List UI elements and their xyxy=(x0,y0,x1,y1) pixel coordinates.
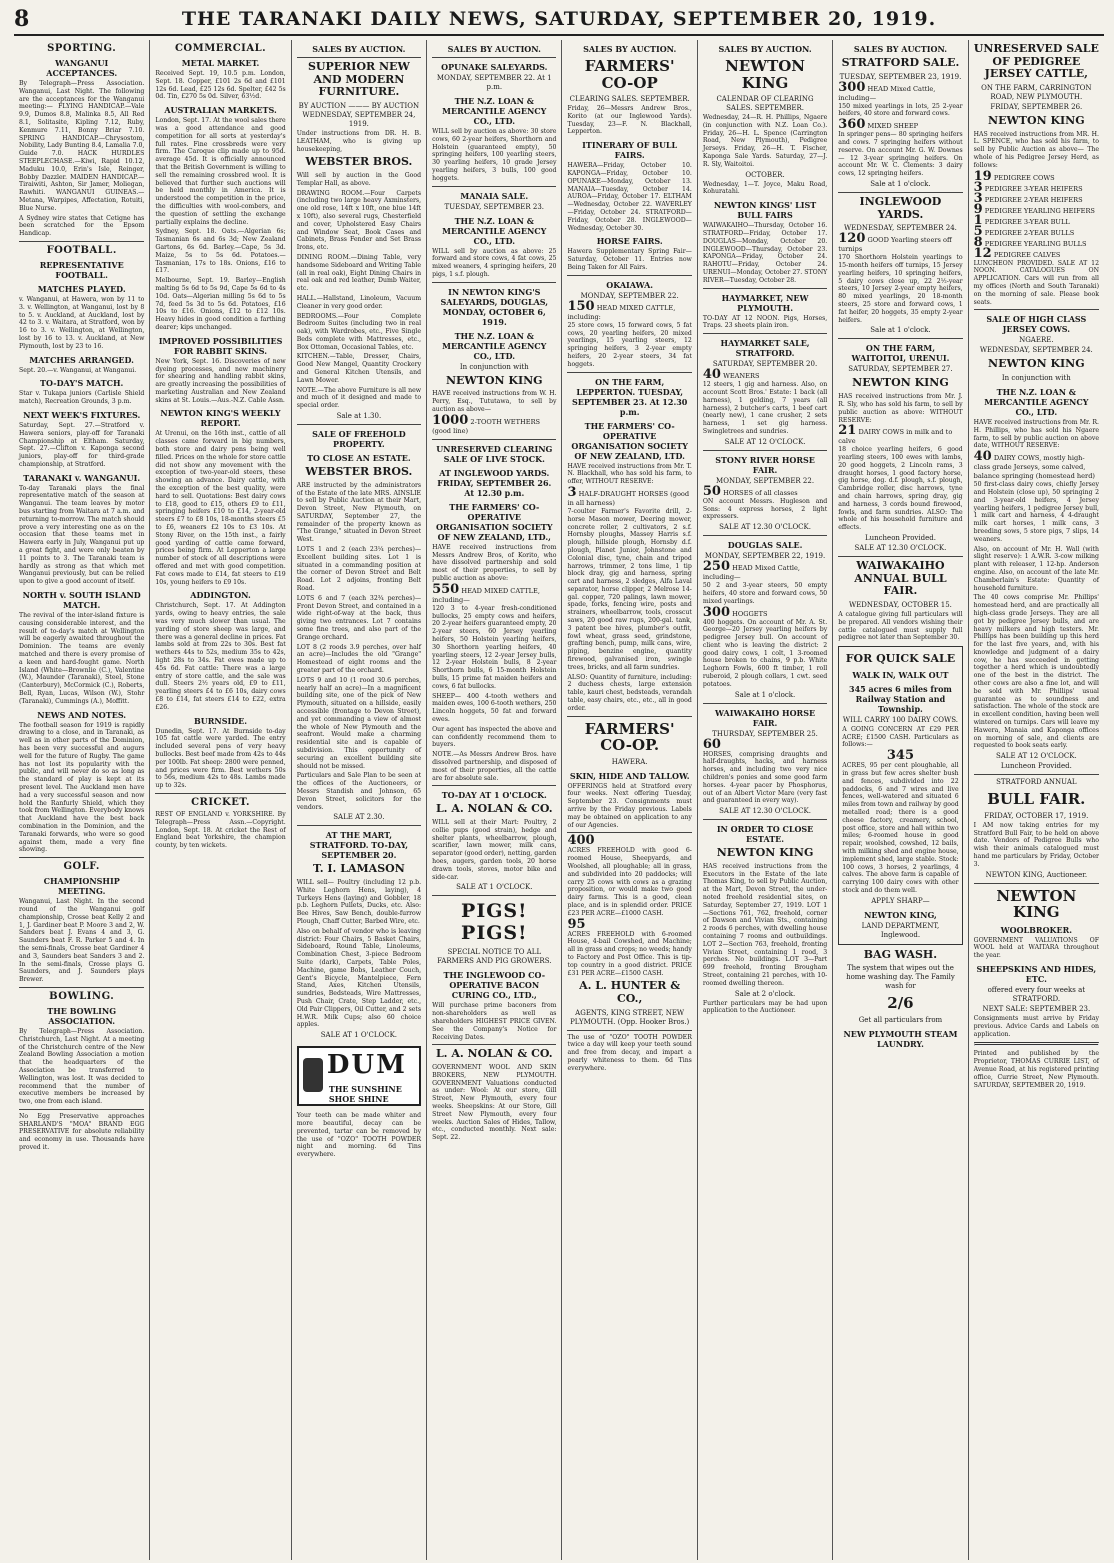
column-auction-6 xyxy=(969,40,1104,1560)
auctioneer-name: NEWTON KING xyxy=(445,373,543,387)
ad-title: AT INGLEWOOD YARDS. FRIDAY, SEPTEMBER 26. At 12.30 p.m. xyxy=(437,467,552,498)
ad-subtitle: HAWERA. xyxy=(611,757,648,766)
ad-text: WILL sell by auction as above: 25 forward and store cows, 4 fat cows, 25 mixed weaners, 4 springing heifers, 20 pigs, 1 s.f. plough. xyxy=(432,247,557,278)
ad-date: FRIDAY, SEPTEMBER 26. xyxy=(990,102,1083,111)
ad-title: STONY RIVER HORSE FAIR. xyxy=(715,454,815,475)
ad-banner: BULL FAIR. xyxy=(987,790,1086,809)
article-text: Dunedin, Sept. 17. At Burnside to-day 105 fat cattle were yarded. The entry included several pens of very heavy bullocks. Best beef made from 42s to 44s per 100lb. Fat sheep: 2800 were penned, and prices were firm. Best wethers 50s to 56s, medium 42s to 48s. Lambs made up to 32s. xyxy=(155,727,286,790)
ad-text: 12 steers, 1 gig and harness. Also, on account Scott Bros.' Estate: 1 back (all harness), 1 gelding, 7 years (all harness), 2 butcher's carts, 1 beef cart (nearly new), 1 cane crusher, 2 sets harness, 1 set gig harness. Swingletrees and sundries. xyxy=(702,381,828,435)
column-auction-1 xyxy=(292,40,427,1560)
ad-banner: FARMERS' CO-OP xyxy=(584,57,675,92)
column-auction-4 xyxy=(698,40,833,1560)
ad-subtitle: CALENDAR OF CLEARING SALES. SEPTEMBER. xyxy=(716,95,814,112)
section-heading: BOWLING. xyxy=(49,990,115,1002)
ad-text: Hawera Supplementary Spring Fair—Saturday, October 11. Entries now Being Taken for All Fairs. xyxy=(567,248,692,271)
ad-text: ARE instructed by the administrators of the Estate of the late MRS. AINSLIE to sell by Public Auction at their Mart, Devon Street, New Plymouth, on SATURDAY, September 27, the remainder of the property known as "The Grange," situated in Devon Street West. xyxy=(296,481,422,544)
ad-text: DRAWING ROOM.—Four Carpets (including two large heavy Axminsters, one old rose, 14ft x 10ft, one blue 14ft x 10ft), also several rugs, Chesterfield and cover, Upholstered Easy Chairs and Window Seat, Book Cases and Cabinets, Brass Fender and Set Brass Irons, etc. xyxy=(296,189,422,252)
ad-title: TO CLOSE AN ESTATE. xyxy=(307,453,411,464)
auctioneer-name: THE N.Z. LOAN & MERCANTILE AGENCY CO., LTD. xyxy=(984,386,1089,417)
ad-text: Wednesday, 24—R. H. Phillips, Ngaere (in conjunction with N.Z. Loan Co.). Friday, 26—H. L. Spence (Carrington Road, New Plymouth), Pedigree Jerseys. Friday, 26—H. T. Fischer, Kaponga Sale Yards. Saturday, 27—J. R. Sly, Waitoitoi. xyxy=(702,114,828,168)
ad-title: MANAIA SALE. xyxy=(460,190,529,201)
ad-date: MONDAY, SEPTEMBER 22. At 1 p.m. xyxy=(436,74,552,91)
ad-text: Will purchase prime baconers from non-shareholders as well as shareholders HIGHEST PRICE GIVEN. See the Company's Notice for Receiving Dates. xyxy=(432,1002,557,1041)
ad-date: SATURDAY, SEPTEMBER 20. xyxy=(712,360,818,369)
article-text: Sydney, Sept. 18. Oats.—Algerian 6s; Tasmanian 6s and 6s 3d; New Zealand Gartons, 6s 6d. Barley.—Cape, 5s 3d. Maize, 5s to 5s 6d. Potatoes.—Tasmanian, 17s to 18s. Onions, £16 to £17. xyxy=(155,228,286,275)
ad-title: BAG WASH. xyxy=(863,947,938,961)
lot-line: 21 DAIRY COWS in milk and to calve xyxy=(838,423,953,446)
lot-line: 300 HOGGETS xyxy=(702,604,768,620)
lot-line: 1 PEDIGREE 3-YEAR BULL xyxy=(973,212,1070,228)
quick-sale-ad xyxy=(838,646,962,945)
ad-text: LAND DEPARTMENT, Inglewood. xyxy=(861,921,940,939)
auctioneer-name: THE FARMERS' CO-OPERATIVE ORGANISATION SOCIETY OF NEW ZEALAND, LTD., xyxy=(435,501,553,542)
ad-date: TUESDAY, SEPTEMBER 23. xyxy=(444,202,545,211)
advertisement-text: The use of "OZO" TOOTH POWDER twice a day will keep your teeth sound and free from decay, and impart a pearly whiteness to them. 6d Tins everywhere. xyxy=(567,1033,692,1072)
section-heading: FOOTBALL. xyxy=(46,244,117,256)
article-text: Wanganui, Last Night. In the second round of the Wanganui golf championship, Crosse beat Kelly 2 and 1, J. Gardiner beat P. Moore 3 and 2, W. Sanders beat J. Evans 4 and 3, G. Saunders beat F. R. Parker 5 and 4. In the semi-finals, Crosse beat Gardiner 4 and 3, Saunders beat Sanders 3 and 2. In the semi-finals, Crosse plays G. Saunders, and J. Saunders plays Brewer. xyxy=(19,898,145,984)
lot-line: 50 HORSES of all classes xyxy=(702,483,798,499)
sale-time: Sale at 1.30. xyxy=(336,412,382,421)
page-number: 8 xyxy=(14,6,30,32)
ad-text: 25 store cows, 15 forward cows, 5 fat cows, 20 yearling heifers, 20 mixed yearlings, 15 yearling steers, 12 springing heifers, 3 2-year empty heifers, 20 2-year steers, 34 fat hoggets. xyxy=(567,321,692,368)
ad-text: KITCHEN.—Table, Dresser, Chairs, Good New Mangel, Quantity Crockery and General Kitchen Utensils, and Lawn Mower. xyxy=(296,353,422,384)
ad-text: 7-coulter Farmer's Favorite drill, 2-horse Mason mower, Deering mower, concrete roller, 2 cultivators, 2 s.f. Hornsby ploughs, Massey Harris s.f. plough, hillside plough, Hornsby d.f. plough, Planet Junior, Johnstone and Colonial disc, tyne, chain and tripod harrows, trimmer, 2 tons lime, 1 tip block dray, gig and harness, spring cart and harness, 2 sledges, Alfa Laval separator, horse clipper, 2 Melrose 14-gal. copper, 720 palings, lawn mower, spade, forks, fencing wire, posts and strainers, wheelbarrow, tools, crosscut saws, 20 good raw rugs, 200-gal. tank, 3 patent bee hives, plumber's outfit, fowl wheat, grass seed, grindstone, grafting bench, pump, milk cans, wire, piping, benzine engine, quantity firewood, galvanised iron, swingle trees, bricks, and all farm sundries. xyxy=(567,507,692,671)
ad-title: SKIN, HIDE AND TALLOW. xyxy=(569,770,690,781)
article-text: To-day Taranaki plays the final representative match of the season at Wanganui. The team leaves by motor bus starting from Waitara at 7 a.m. and returning to-morrow. The match should prove a very interesting one as on the occasion that these teams met in Hawera early in July, Wanganui put up a great fight, and were only beaten by 11 points to 3. The Taranaki team is hardly as strong as that which met Wanganui previously, but can be relied upon to give a good account of itself. xyxy=(19,484,145,586)
ad-date: MONDAY, SEPTEMBER 22, 1919. xyxy=(704,552,826,561)
ad-text: HAS received instructions from the Executors in the Estate of the late Thomas King, to sell by Public Auction, at the Mart, Devon Street, the under-noted freehold residential sites, on Saturday, September 27, 1919. LOT 1—Sections 761, 762, freehold, corner of Dawson and Vivian Sts., containing 2 roods 6 perches, with dwelling house containing 7 rooms and outbuildings. LOT 2—Section 763, freehold, fronting Vivian Street, containing 1 rood, 3 perches. No buildings. LOT 3—Part 699 freehold, fronting Brougham Street, containing 21 perches, with 10-roomed dwelling thereon. xyxy=(702,862,828,987)
ad-text: LOTS 9 and 10 (1 rood 30.6 perches, nearly half an acre)—In a magnificent building site, one of the pick of New Plymouth, situated on a hillside, easily accessible (frontage to Devon Street), and yet commanding a view of almost the whole of New Plymouth and the seafront. Would make a charming residential site and is capable of subdivision. This opportunity of securing an excellent building site should not be missed. xyxy=(296,676,422,770)
subheading: METAL MARKET. xyxy=(181,58,260,68)
ad-text: ACRES FREEHOLD with good 6-roomed House, Sheepyards, and Woolshed, all ploughable; all in grass, and subdivided into 20 paddocks; will carry 25 cows with cows as a grazing proposition, or would make two good dairy farms. This is a good, clean place, and is in splendid order. PRICE £23 PER ACRE—£1000 CASH. xyxy=(567,847,692,917)
ad-text: ON account Messrs. Hugleson and Sons: 4 express horses, 2 light expressers. xyxy=(702,497,828,521)
ad-text: HAWERA—Friday, October 10. KAPONGA—Friday, October 10. OPUNAKE—Monday, October 13. MANAIA—Tuesday, October 14. AUROA—Friday, October 17. ELTHAM—Wednesday, October 22. WAVERLEY—Friday, October 24. STRATFORD—Friday, October 28. INGLEWOOD—Wednesday, October 30. xyxy=(567,162,692,232)
ad-title: WAIWAKAIHO HORSE FAIR. xyxy=(715,707,816,728)
subheading: MATCHES PLAYED. xyxy=(37,283,126,294)
ad-text: TO-DAY AT 12 NOON. Pigs, Horses, Traps. 23 sheets plain iron. xyxy=(702,314,828,330)
ad-text: 18 choice yearling heifers, 6 good yearling steers, 100 ewes with lambs, 20 good hoggets, 2 Lincoln rams, 3 draught horses, 1 good factory horse, gig horse, dog. d.f. plough, s.f. plough, Cambridge roller, disc harrows, tyne and chain harrows, spring dray, gig and harness, 3 cords bound firewood, fowls, and farm sundries. ALSO: The whole of his household furniture and effects. xyxy=(838,446,963,532)
ad-text: APPLY SHARP— xyxy=(871,896,930,905)
article-text: The revival of the inter-island fixture is causing considerable interest, and the result of to-day's match at Wellington will be eagerly awaited throughout the Dominion. The teams are evenly matched and there is every promise of a keen and hard-fought game. North Island (White—Brownlie (C.), Valentine (W.), Maunder (Taranaki), Steel, Stone (Canterbury), McCormick (C.), Roberts, Bell, Ryan, Lucas, Wilson (W.), Stohr (Taranaki), Cummings (A.), Moffitt. xyxy=(19,612,145,705)
section-heading: GOLF. xyxy=(63,861,100,873)
lot-line: 250 HEAD Mixed Cattle, including— xyxy=(702,559,800,582)
article-text: Saturday, Sept. 27.—Stratford v. Hawera seniors, play-off for Taranaki Championship at Eltham. Saturday, Sept. 27.—Clifton v. Kaponga second juniors, play-off for third-grade championship, at Stratford. xyxy=(19,421,145,468)
lot-line: 3 PEDIGREE 3-YEAR HEIFERS xyxy=(973,179,1083,195)
sale-time: Sale at 1 o'clock. xyxy=(870,326,931,335)
ad-text: Get all particulars from xyxy=(858,1015,943,1024)
ad-text: WAIWAKAIHO—Thursday, October 16. STRATFORD—Friday, October 17. DOUGLAS—Monday, October 20. INGLEWOOD—Thursday, October 23. KAPONGA—Friday, October 24. RAHOTU—Friday, October 24. URENUI—Monday, October 27. STONY RIVER—Tuesday, October 28. xyxy=(702,222,828,284)
lot-line: 19 PEDIGREE COWS xyxy=(973,168,1055,184)
lot-line: 95 xyxy=(567,916,586,932)
advertisement-text: Your teeth can be made whiter and more beautiful, decay can be prevented, tartar can be removed by the use of "OZO" TOOTH POWDER night and morning. 6d Tins everywhere. xyxy=(296,1112,422,1159)
subheading: TO-DAY'S MATCH. xyxy=(40,378,124,389)
ad-title: HORSE FAIRS. xyxy=(596,236,663,247)
lot-line: 150 HEAD MIXED CATTLE, including: xyxy=(567,298,676,321)
ad-text: In conjunction with xyxy=(1001,373,1071,382)
article-text: The football season for 1919 is rapidly drawing to a close, and in Taranaki, as well as in other parts of the Dominion, has been very successful and augurs well for the future of Rugby. The game has not lost its popularity with the public, and will never do so as long as the standard of play is kept at its present level. The Auckland men have had a very successful season and now hold the Ranfurly Shield, which they took from Wellington. Everybody knows that Auckland have the best back combination in the Dominion, and the Taranaki forwards, who were so good against them, made a very fine showing. xyxy=(19,721,145,854)
ad-text: 50 first-class dairy cows, chiefly Jersey and Holstein (close up), 50 springing 2 and 3-year-old heifers, 4 Jersey yearling heifers, 1 pedigree Jersey bull, 1 milk cart and harness, 4 4-draught milk cart horses, 1 milk cans, 3 breeding sows, 5 store pigs, 7 slips, 14 weaners. xyxy=(973,481,1100,543)
ad-text: 400 hoggets. On account of Mr. A. St. George—20 Jersey yearling heifers by pedigree Jersey bull. On account of client who is leaving the district: 2 good dairy cows, 1 colt, 1 3-roomed house broken to chains, 9 p.b. White Leghorn Fowls, 600 ft timber, 1 roll ruberoid, 2 plough collars, 1 cwt. seed potatoes. xyxy=(702,618,828,688)
subheading: BURNSIDE. xyxy=(194,715,248,726)
auctioneer-name: NEWTON KING, xyxy=(864,909,937,920)
column-auction-5 xyxy=(833,40,968,1560)
masthead-title: THE TARANAKI DAILY NEWS, SATURDAY, SEPTEMBER 20, 1919. xyxy=(181,8,937,30)
ad-title: HAYMARKET SALE, STRATFORD. xyxy=(720,338,810,359)
auctioneer-name: NEWTON KING xyxy=(988,113,1085,127)
article-text: By Telegraph—Press Association. Wanganui, Last Night. The following are the acceptances for the Wanganui meeting:— FLYING HANDICAP.—Vale 9.9, Dumos 8.8, Malinka 8.5, All Red 8.1, Solitasite, Kipling 7.12, Ruby, Kenmure 7.11, Bonny Briar 7.10. SPRING HANDICAP.—Chrysostom, Nobility, Lady Bunting 8.4, Lamalia 7.0, Guide 7.0. HACK HURDLES STEEPLECHASE.—Kiwi, Rapid 10.12, Maduku 10.0, Erin's Isle, Reinger, Bobby Dazzler. MAIDEN HANDICAP.—Tiraiwiti, Ashton, Sir Jamer, Moliegan, Rawhiti. WANGANUI GUINEAS.—Metana, Warpipes, Affectation, Rotuiti, Blue Nurse. xyxy=(19,80,145,212)
ad-text: Particulars and Sale Plan to be seen at the offices of the Auctioneers, or Messrs Standish and Johnson, 65 Devon Street, solicitors for the vendors. xyxy=(296,772,422,811)
article-text: At Urenui, on the 16th inst., cattle of all classes came forward in big numbers, both store and dairy pens being well filled. Prices on the whole for store cattle did not show any movement with the exception of two-year-old steers, these showing an advance. Dairy cattle, with the exception of the best quality, were hard to sell. Quotations: Best dairy cows to £18, good to £15, others £9 to £11, springing heifers £10 to £14, 2-year-old steers £7 to £8 10s, 18-months steers £5 to £6, weaners £2 10s to £3 10s. At Stony River, on the 15th inst., a fairly good yarding of cattle came forward, prices being firm. At Lepperton a large number of stock of all descriptions were offered and met with good competition. Fat cows made to £14, fat steers to £19 10s, young heifers to £9 10s. xyxy=(155,430,286,586)
subheading: ADDINGTON. xyxy=(190,590,251,601)
ad-text: 150 mixed yearlings in lots, 25 2-year heifers, 40 store and forward cows. xyxy=(838,102,963,118)
auctioneer-name: THE N.Z. LOAN & MERCANTILE AGENCY CO., LTD. xyxy=(442,96,547,126)
lot-line: 3 HALF-DRAUGHT HORSES (good in all harness) xyxy=(567,484,690,507)
advertisement-text: No Egg Preservative approaches SHARLAND'S "MOA" BRAND EGG PRESERVATIVE for absolute reliability and economy in use. Thousands have proved it. xyxy=(19,1112,145,1152)
ad-text: 120 3 to 4-year fresh-conditioned bullocks, 25 empty cows and heifers, 20 2-year heifers guaranteed empty, 20 2-year steers, 60 Jersey yearling heifers, 50 Holstein yearling heifers, 30 Shorthorn yearling heifers, 40 yearling steers, 12 2-year Jersey bulls, 12 2-year Holstein bulls, 8 2-year Shorthorn bulls, 6 15-month Holstein bulls, 15 prime fat maiden heifers and cows, 6 fat bullocks. xyxy=(432,604,557,690)
subheading: IMPROVED POSSIBILITIES FOR RABBIT SKINS. xyxy=(158,335,283,356)
auctioneer-name: THE N.Z. LOAN & MERCANTILE AGENCY CO., LTD. xyxy=(442,330,547,361)
auctioneer-name: L. A. NOLAN & CO. xyxy=(435,802,553,816)
section-heading: CRICKET. xyxy=(191,796,250,808)
ad-title: SALE OF FREEHOLD PROPERTY. xyxy=(312,429,406,450)
auctioneer-name: THE N.Z. LOAN & MERCANTILE AGENCY CO., LTD. xyxy=(442,215,547,246)
price: 2/6 xyxy=(887,994,914,1013)
ad-text: NOTE.—The above Furniture is all new and much of it designed and made to special order. xyxy=(296,386,422,410)
ad-title: OKAIAWA. xyxy=(606,279,654,290)
ad-text: HORSES, comprising draughts and half-draughts, hacks, and harness horses, and including two very nice children's ponies and some good farm horses. 4-year pacer by Phosphorus, out of an Albert Victor Mare (very fast and guaranteed in every way). xyxy=(702,750,828,805)
ad-date: WEDNESDAY, OCTOBER 15. xyxy=(849,600,952,609)
ad-date: WEDNESDAY, SEPTEMBER 24. xyxy=(843,224,957,233)
sale-time: Sale at 2 o'clock. xyxy=(734,989,796,998)
ad-subtitle: STRATFORD ANNUAL xyxy=(996,778,1077,787)
ad-text: A catalogue giving full particulars will be prepared. All vendors wishing their cattle catalogued must supply full pedigree not later than September 30. xyxy=(838,610,963,642)
ad-text: 50 2 and 3-year steers, 50 empty heifers, 40 store and forward cows, 50 mixed yearlings. xyxy=(702,582,828,605)
sale-time: SALE AT 12.30 O'CLOCK. xyxy=(719,807,811,816)
auctioneer-name: WEBSTER BROS. xyxy=(305,465,413,479)
subheading: REPRESENTATIVE FOOTBALL. xyxy=(39,259,124,280)
ad-title: WALK IN, WALK OUT xyxy=(852,669,949,680)
ad-text: Will sell by auction in the Good Templar Hall, as above. xyxy=(296,171,422,187)
ad-title: 345 acres 6 miles from Railway Station and Township. xyxy=(849,683,952,714)
ad-text: WILL sell at their Mart: Poultry, 2 collie pups (good strain), hedge and shelter plants, wheelbarrow, plough, scarifier, lawn mower, milk cans, separator (good order), netting, garden hoes, augers, garden tools, 20 horse drawn tools, stoves, motor bike and side-car. xyxy=(432,818,557,881)
ad-text: In springer pens— 80 springing heifers and cows. 7 springing heifers without reserve. On account Mr. G. W. Downes— 12 3-year springing heifers. On account Mr. W. C. Clements: 3 dairy cows, 12 springing heifers. xyxy=(838,131,963,178)
dum-logo: DUM xyxy=(326,1050,407,1081)
sale-time: SALE AT 1 O'CLOCK. xyxy=(320,1031,398,1040)
pigs-heading: PIGS! PIGS! xyxy=(461,900,528,945)
ad-text: LUNCHEON PROVIDED. SALE AT 12 NOON. CATALOGUES ON APPLICATION. Cars will run from all my offices (North and South Taranaki) on the morning of sale. Please book seats. xyxy=(973,259,1100,306)
article-text: Star v. Tukapa juniors (Carlisle Shield match), Recreation Grounds, 3 p.m. xyxy=(19,390,145,406)
shoe-icon xyxy=(303,1058,323,1092)
subheading: NEWTON KING'S WEEKLY REPORT. xyxy=(160,408,281,429)
ad-text: LOTS 1 and 2 (each 23¼ perches)—Excellent building sites. Lot 1 is situated in a commanding position at the corner of Devon Street and Belt Road. Lot 2 adjoins, fronting Belt Road. xyxy=(296,546,422,593)
subheading: TARANAKI v. WANGANUI. xyxy=(23,472,141,483)
auctioneer-name: L. A. NOLAN & CO. xyxy=(435,1047,553,1061)
ad-subtitle: WILL CARRY 100 DAIRY COWS. xyxy=(842,715,958,724)
ad-text: HAVE received instructions from Mr. T. N. Blackhall, who has sold his farm, to offer, WITHOUT RESERVE: xyxy=(567,462,692,486)
subheading: CHAMPIONSHIP MEETING. xyxy=(43,876,120,897)
column-auction-2 xyxy=(427,40,562,1560)
ad-date: MONDAY, SEPTEMBER 22. xyxy=(580,291,679,300)
ad-text: SHEEP— 400 4-tooth wethers and maiden ewes, 100 6-tooth wethers, 250 Lincoln hoggets, 50 fat and forward ewes. xyxy=(432,692,557,723)
lot-line: 8 PEDIGREE YEARLING BULLS xyxy=(973,234,1087,250)
ad-text: I AM now taking entries for my Stratford Bull Fair, to be held on above date. Vendors of Pedigree Bulls who wish their animals catalogued must hand me particulars by Friday, October 3. xyxy=(973,821,1100,868)
ad-text: In conjunction with xyxy=(459,362,529,371)
auctioneer-name: THE FARMERS' CO-OPERATIVE ORGANISATION SOCIETY OF NEW ZEALAND, LTD. xyxy=(571,420,688,461)
ad-title: INGLEWOOD YARDS. xyxy=(859,195,942,221)
sale-time: Sale at 1 o'clock. xyxy=(870,180,931,189)
ad-text: WILL sell by auction as above: 30 store cows, 60 2-year heifers, Shorthorn and Holstein (guaranteed empty), 50 springing heifers, 100 yearling steers, 30 yearling heifers, 10 grade Jersey yearling heifers, 3 bulls, 100 good hoggets. xyxy=(432,128,557,182)
ad-subtitle: CLEARING SALES. SEPTEMBER. xyxy=(569,95,690,103)
subheading: MATCHES ARRANGED. xyxy=(29,354,134,365)
imprint: Printed and published by the Proprietor, THOMAS CURRIE LIST, of Avenue Road, at his registered printing office, Currie Street, New Plymouth. SATURDAY, SEPTEMBER 20, 1919. xyxy=(973,1050,1100,1089)
ad-title: IN ORDER TO CLOSE ESTATE. xyxy=(716,824,814,845)
lot-line: 1000 2-TOOTH WETHERS (good line) xyxy=(432,412,541,435)
article-text: New York, Sept. 16. Discoveries of new dyeing processes, and new machinery for shearing and handling rabbit skins, are greatly increasing the possibilities of marketing Australian and New Zealand skins at St. Louis.—Aus.-N.Z. Cable Assn. xyxy=(155,357,286,404)
section-heading: SPORTING. xyxy=(47,43,117,54)
ad-text: HAS received instructions from MR. H. L. SPENCE, who has sold his farm, to sell by Public Auction as above— The whole of his Pedigree Jersey Herd, as follows: xyxy=(973,130,1100,169)
lot-line: 400 xyxy=(567,833,595,849)
ad-date: SATURDAY, SEPTEMBER 27. xyxy=(848,365,953,374)
ad-title: DOUGLAS SALE. xyxy=(727,540,803,551)
ad-text: SPECIAL NOTICE TO ALL FARMERS AND PIG GROWERS. xyxy=(437,948,552,966)
ad-text: Also, on account of Mr. H. Wall (with slight reserve): 1 A.W.R. 3-cow milking plant with releaser, 1 12-hp. Anderson engine. Also, on account of the late Mr. Chamberlain's Estate: Quantity of household furniture. xyxy=(973,545,1100,592)
ad-text: 170 Shorthorn Holstein yearlings to 15-month heifers off turnips, 15 Jersey yearling heifers, 10 springing heifers, 5 dairy cows close up, 22 2½-year steers, 10 Jersey 2-year empty heifers, 80 mixed yearlings, 20 18-month steers, 25 store and forward cows, 1 fat heifer, 20 hoggets, 35 empty 2-year heifers. xyxy=(838,254,963,324)
ad-text: ALSO: Quantity of furniture, including: 2 duchess chests, large extension table, kauri chest, bedsteads, verandah table, easy chairs, etc., etc., all in good order. xyxy=(567,673,692,712)
ad-text: Wednesday, 1—T. Joyce, Maku Road, Kohuratahi. xyxy=(702,180,828,196)
ad-title: WAIWAKAIHO ANNUAL BULL FAIR. xyxy=(854,559,947,598)
ad-text: LOT 8 (2 roods 3.9 perches, over half an acre)—Includes the old "Grange" Homestead of eight rooms and the greater part of the orchard. xyxy=(296,643,422,675)
column-heading: SALES BY AUCTION. xyxy=(312,44,406,54)
ad-date: WEDNESDAY, SEPTEMBER 24. xyxy=(979,346,1093,355)
ad-text: WILL sell— Poultry (including 12 p.b. White Leghorn Hens, laying), 4 Turkeys Hens (laying) and Gobbler, 18 p.b. Leghorn Pullets, Ducks, etc. Also: Bee Hives, Saw Bench, double-furrow Plough, Chaff Cutter, Barbed Wire, etc. xyxy=(296,879,422,925)
ad-banner: FOR QUICK SALE xyxy=(845,652,956,666)
ad-text: ACRES, 95 per cent ploughable, all in grass but few acres shelter bush and fences, subdivided into 22 paddocks, 6 and 7 wires and live fences, well-watered and situated 6 miles from town and railway by good metalled road; there is a good cheese factory, creamery, school, post office, store and hall within two miles; 6-roomed house in good repair, woolshed, cowshed, 12 bails, with milking shed and engine house, implement shed, large stable. Stock: 100 cows, 3 horses, 2 yearlings, 4 calves. The above farm is capable of carrying 100 dairy cows with other stock and do them well. xyxy=(842,762,959,894)
column-sporting xyxy=(14,40,150,1560)
ad-text: Our agent has inspected the above and can confidently recommend them to buyers. xyxy=(432,725,557,749)
column-commercial xyxy=(150,40,291,1560)
sale-time: SALE AT 2.30. xyxy=(333,813,385,822)
company-name: THE INGLEWOOD CO-OPERATIVE BACON CURING CO., LTD., xyxy=(443,970,546,1001)
subheading: NEWS AND NOTES. xyxy=(37,709,127,720)
article-text: REST OF ENGLAND v. YORKSHIRE. By Telegraph—Press Assn.—Copyright. London, Sept. 18. At cricket the Rest of England beat Yorkshire, the champion county, by ten wickets. xyxy=(155,810,286,850)
sale-time: SALE AT 12.30 O'CLOCK. xyxy=(854,544,947,553)
lot-line: 5 PEDIGREE 2-YEAR BULLS xyxy=(973,223,1075,239)
lot-line: 60 xyxy=(702,736,721,752)
ad-text: NEXT SALE: SEPTEMBER 23. xyxy=(982,1004,1091,1013)
sale-time: SALE AT 12 O'CLOCK. xyxy=(995,752,1077,761)
lot-line: 40 DAIRY COWS, mostly high-class grade Jerseys, some calved, balance springing (homestead herd) xyxy=(973,449,1095,481)
sale-time: SALE AT 12.30 O'CLOCK. xyxy=(719,523,811,532)
column-heading: SALES BY AUCTION. xyxy=(718,44,812,54)
auctioneer-name: WEBSTER BROS. xyxy=(305,155,413,169)
columns xyxy=(14,40,1104,1560)
ad-text: Luncheon Provided. xyxy=(1000,762,1072,771)
ad-text: BEDROOMS.—Four Complete Bedroom Suites (including two in real oak), with Wardrobes, etc., Five Single Beds complete with Mattresses, etc., Box Ottoman, Occasional Tables, etc. xyxy=(296,312,422,351)
masthead xyxy=(14,6,1104,36)
subheading: WANGANUI ACCEPTANCES. xyxy=(46,58,118,78)
lot-line: 3 PEDIGREE 2-YEAR HEIFERS xyxy=(973,190,1083,206)
ad-date: BY AUCTION ——— BY AUCTION WEDNESDAY, SEPTEMBER 24, 1919. xyxy=(298,101,420,128)
lot-line: 550 HEAD MIXED CATTLE, including— xyxy=(432,581,540,604)
lot-line: 360 MIXED SHEEP xyxy=(838,117,919,133)
subheading: NEXT WEEK'S FIXTURES. xyxy=(23,409,141,420)
ad-text: Also on behalf of vendor who is leaving district: Four Chairs, 5 Basket Chairs, Sideboard, Round Table, Linoleums, Combination Chest, 3-piece Bedroom Suite (dark), Carpets, Table Poles, Machine, game Bobs, Leather Couch, Gent's Bicycle, Mantelpiece, Fern Stand, Axes, Kitchen Utensils, sundries, Bedsteads, Wire Mattresses, Push Chair, Crate, Step Ladder, etc., Old Pair Clippers, Oil Cutter, and 2 sets H.W.R. Milk Cups; also 60 choice apples. xyxy=(296,927,422,1029)
lot-line: 12 PEDIGREE CALVES xyxy=(973,245,1061,261)
ad-banner: FARMERS' CO-OP. xyxy=(584,719,675,755)
ad-text: DINING ROOM.—Dining Table, very handsome Sideboard and Writing Table (all in real oak), Eight Dining Chairs in real oak and red leather, Dumb Waiter, etc. xyxy=(296,253,422,293)
article-text: Received Sept. 19, 10.5 p.m. London, Sept. 18. Copper, £101 2s 6d and £101 12s 6d. Lead, £25 12s 6d. Spelter, £42 5s 0d. Tin, £270 5s 0d. Silver, 63½d. xyxy=(155,70,286,101)
lot-line: 40 WEANERS xyxy=(702,367,760,383)
ad-text: HAVE received instructions from Messrs Andrew Bros, of Korito, who have dissolved partnership and sold most of their properties, to sell by public auction as above: xyxy=(432,543,557,582)
subheading: NORTH v. SOUTH ISLAND MATCH. xyxy=(22,590,141,611)
ad-text: A GOING CONCERN AT £29 PER ACRE; £1500 CASH. Particulars as follows:— xyxy=(842,725,959,749)
ad-title: STRATFORD SALE. xyxy=(841,56,960,69)
subheading: THE BOWLING ASSOCIATION. xyxy=(47,1005,117,1026)
ad-banner: NEWTON KING xyxy=(725,57,806,92)
agent-address: AGENTS, KING STREET, NEW PLYMOUTH. (Opp. Hooker Bros.) xyxy=(570,1008,690,1026)
ad-text: Friday, 26—Messrs Andrew Bros., Korito (at our Inglewood Yards). Tuesday, 23—F. N. Blackhall, Lepperton. xyxy=(567,105,692,136)
agent-name: A. L. HUNTER & CO., xyxy=(579,979,681,1006)
section-heading: COMMERCIAL. xyxy=(174,43,267,54)
ad-text: Under instructions from DR. H. B. LEATHAM, who is giving up housekeeping, xyxy=(296,129,422,153)
ad-text: HAS received instructions from Mr. J. R. Sly, who has sold his farm, to sell by public auction as above: WITHOUT RESERVE: xyxy=(838,393,963,424)
ad-title: SHEEPSKINS AND HIDES, ETC. xyxy=(976,963,1097,984)
lot-line: 9 PEDIGREE YEARLING HEIFERS xyxy=(973,201,1095,217)
ad-date: TUESDAY, SEPTEMBER 23, 1919. xyxy=(839,72,962,81)
ad-date: THURSDAY, SEPTEMBER 25. xyxy=(712,729,818,738)
ad-title: SUPERIOR NEW AND MODERN FURNITURE. xyxy=(307,60,410,99)
auctioneer-name: NEWTON KING, Auctioneer. xyxy=(985,870,1088,879)
ad-text: Consignments must arrive by Friday previous. Advice Cards and Labels on application. xyxy=(973,1014,1100,1038)
ad-text: The 40 cows comprise Mr. Phillips' homestead herd, and are practically all high-class grade Jerseys. They are all got by pedigree Jersey bulls, and are heavy milkers and high testers. Mr. Phillips has been building up this herd for the last five years, and, with his knowledge and judgment of a dairy cow, he has succeeded in getting together a herd which is undoubtedly one of the best in the district. The other cows are also a fine lot, and will be sold with Mr. Phillips' usual guarantee as to soundness and satisfaction. The whole of the stock are in excellent condition, having been well wintered on turnips. Cars will leave my Hawera, Manaia and Kaponga offices on morning of sale, and clients are requested to book seats early. xyxy=(973,594,1100,750)
ad-title: IN NEWTON KING'S SALEYARDS, DOUGLAS, MONDAY, OCTOBER 6, 1919. xyxy=(440,286,549,327)
ad-title: HAYMARKET, NEW PLYMOUTH. xyxy=(721,292,809,313)
ad-title: UNRESERVED SALE OF PEDIGREE JERSEY CATTLE, xyxy=(973,42,1099,81)
ad-text: OFFERINGS held at Stratford every four weeks. Next offering Tuesday, September 23. Consignments must arrive by the Friday previous. Labels may be obtained on application to any of our Agencies. xyxy=(567,782,692,829)
company-name: NEW PLYMOUTH STEAM LAUNDRY. xyxy=(843,1028,958,1049)
dum-shoe-shine-ad xyxy=(297,1046,421,1106)
auctioneer-name: T. I. LAMASON xyxy=(312,862,405,876)
article-text: v. Wanganui, at Hawera, won by 11 to 3. v. Wellington, at Wanganui, lost by 8 to 5. v. Auckland, at Auckland, lost by 42 to 3. v. Waitara, at Stratford, won by 16 to 3. v. Wellington, at Wellington, lost by 16 to 13. v. Auckland, at New Plymouth, lost by 23 to 16. xyxy=(19,295,145,350)
ad-text: Further particulars may be had upon application to the Auctioneer. xyxy=(702,999,828,1015)
ad-subtitle: OCTOBER. xyxy=(745,170,785,179)
column-heading: SALES BY AUCTION. xyxy=(447,44,541,54)
ad-title: ITINERARY OF BULL FAIRS. xyxy=(582,140,678,161)
ad-title: AT THE MART, STRATFORD. TO-DAY, SEPTEMBER 20. xyxy=(309,830,409,861)
ad-text: offered every four weeks at STRATFORD. xyxy=(987,985,1086,1003)
article-text: Sept. 20.—v. Wanganui, at Wanganui. xyxy=(19,366,137,374)
ad-date: FRIDAY, OCTOBER 17, 1919. xyxy=(984,811,1089,820)
sale-time: Sale at 1 o'clock. xyxy=(734,690,796,699)
ad-title: ON THE FARM, WAITOITOI, URENUI. xyxy=(851,343,950,364)
article-text: A Sydney wire states that Cetigne has been scratched for the Epsom Handicap. xyxy=(19,214,145,238)
auctioneer-name: NEWTON KING xyxy=(716,846,814,860)
ad-text: The system that wipes out the home washing day. The Family wash for xyxy=(846,964,955,991)
ad-title: NEWTON KINGS' LIST BULL FAIRS xyxy=(713,200,817,221)
lot-line: 300 HEAD Mixed Cattle, including— xyxy=(838,79,936,102)
lot-line: 120 GOOD Yearling steers off turnips xyxy=(838,231,952,254)
ad-date: MONDAY, SEPTEMBER 22. xyxy=(716,476,815,485)
article-text: London, Sept. 17. At the wool sales there was a good attendance and good competition for all sorts at yesterday's full rates. Fine crossbreds were very firm. The Caroque clip made up to 95d. average 45d. It is officially announced that the British Government is willing to sell the remaining crossbred wool. It is believed that further such auctions will be held monthly in America. It is understood the competition in the price, the difficulties with wool-combers, and the question of settling the exchange partially explains the decline. xyxy=(155,117,286,226)
ad-text: ACRES FREEHOLD with 6-roomed House, 4-bail Cowshed, and Machine; all in grass and crops; no weeds; handy to Factory and Post Office. This is tip-top country in a good district. PRICE £31 PER ACRE—£1500 CASH. xyxy=(567,930,692,977)
ad-text: HAVE received instructions from W. H. Perry, Esq., Tututawa, to sell by auction as above— xyxy=(432,390,557,413)
column-heading: SALES BY AUCTION. xyxy=(583,44,677,54)
ad-text: Luncheon Provided. xyxy=(864,534,936,543)
ad-text: GOVERNMENT VALUATIONS OF WOOL held at WAITARA throughout the year. xyxy=(973,936,1100,960)
lot-line: 345 xyxy=(886,748,915,764)
article-text: By Telegraph—Press Association. Christchurch, Last Night. At a meeting of the Christchurch centre of the New Zealand Bowling Association a motion that the headquarters of the Association be transferred to Wellington, was lost. It was decided to recommend that the number of executive members be increased by two, one from each island. xyxy=(19,1027,145,1106)
ad-text: HALL.—Hallstand, Linoleum, Vacuum Cleaner in very good order. xyxy=(296,294,422,310)
auctioneer-name: NEWTON KING xyxy=(852,376,949,390)
sale-time: SALE AT 12 O'CLOCK. xyxy=(724,437,806,446)
pedigree-lots xyxy=(973,168,1099,261)
ad-text: LOTS 6 and 7 (each 32¾ perches)—Front Devon Street, and contained in a wide right-of-way at the back, thus giving two entrances. Lot 7 contains some fine trees, and also part of the Grange orchard. xyxy=(296,594,422,641)
sale-time: SALE AT 1 O'CLOCK. xyxy=(456,883,533,892)
ad-subtitle: NGAERE. xyxy=(1019,336,1054,345)
ad-subtitle: ON THE FARM, CARRINGTON ROAD, NEW PLYMOUTH. xyxy=(981,83,1092,101)
column-auction-3 xyxy=(562,40,697,1560)
ad-title: TO-DAY AT 1 O'CLOCK. xyxy=(441,790,547,801)
ad-title: OPUNAKE SALEYARDS. xyxy=(441,62,548,72)
ad-title: SALE OF HIGH CLASS JERSEY COWS. xyxy=(986,314,1087,335)
article-text: Christchurch, Sept. 17. At Addington yards, owing to heavy entries, the sale was very much slower than usual. The yarding of store sheep was large, and there was a general decline in prices. Fat lambs sold at from 22s to 30s. Best fat wethers 44s to 52s, medium 35s to 42s, light 28s to 34s. Fat ewes made up to 45s 6d. Fat cattle: There was a large entry of store cattle, and the sale was dull. Steers 2½ years old, £9 to £11, yearling steers £4 to £6 10s, dairy cows £8 to £14, fat steers £14 to £22, extra £26. xyxy=(155,602,286,711)
ad-title: UNRESERVED CLEARING SALE OF LIVE STOCK. xyxy=(436,443,553,464)
auctioneer-name: NEWTON KING xyxy=(988,357,1085,371)
column-heading: SALES BY AUCTION. xyxy=(853,44,948,54)
ad-subtitle: WOOLBROKER. xyxy=(1000,924,1073,935)
ad-text: GOVERNMENT WOOL AND SKIN BROKERS, NEW PLYMOUTH. GOVERNMENT Valuations conducted as under: Wool: At our store, Gill Street, New Plymouth, every four weeks. Sheepskins: At our Store, Gill Street New Plymouth, every four weeks. Auction Sales of Hides, Tallow, etc., conducted monthly. Next sale: Sept. 22. xyxy=(432,1063,557,1142)
subheading: AUSTRALIAN MARKETS. xyxy=(164,105,277,116)
ad-banner: NEWTON KING xyxy=(996,886,1077,922)
article-text: Melbourne, Sept. 19. Barley—English malting 5s 6d to 5s 9d, Cape 5s 6d to 4s 10d. Oats—Algerian milling 5s 6d to 5s 7d, feed 5s 3d to 5s 6d. Potatoes, £16 10s to £16. Onions, £12 to £12 10s. Heavy hides in good condition a farthing dearer; kips unchanged. xyxy=(155,277,286,331)
ad-text: HAVE received instructions from Mr. R. H. Phillips, who has sold his Ngaere farm, to sell by public auction on above date, WITHOUT RESERVE: xyxy=(973,418,1100,450)
dum-tagline: THE SUNSHINE SHOE SHINE xyxy=(328,1084,402,1105)
ad-title: ON THE FARM, LEPPERTON. TUESDAY, SEPTEMBER 23. At 12.30 p.m. xyxy=(571,376,688,417)
ad-text: NOTE.—As Messrs Andrew Bros. have dissolved partnership, and disposed of most of their properties, all the cattle are for absolute sale. xyxy=(432,751,557,782)
